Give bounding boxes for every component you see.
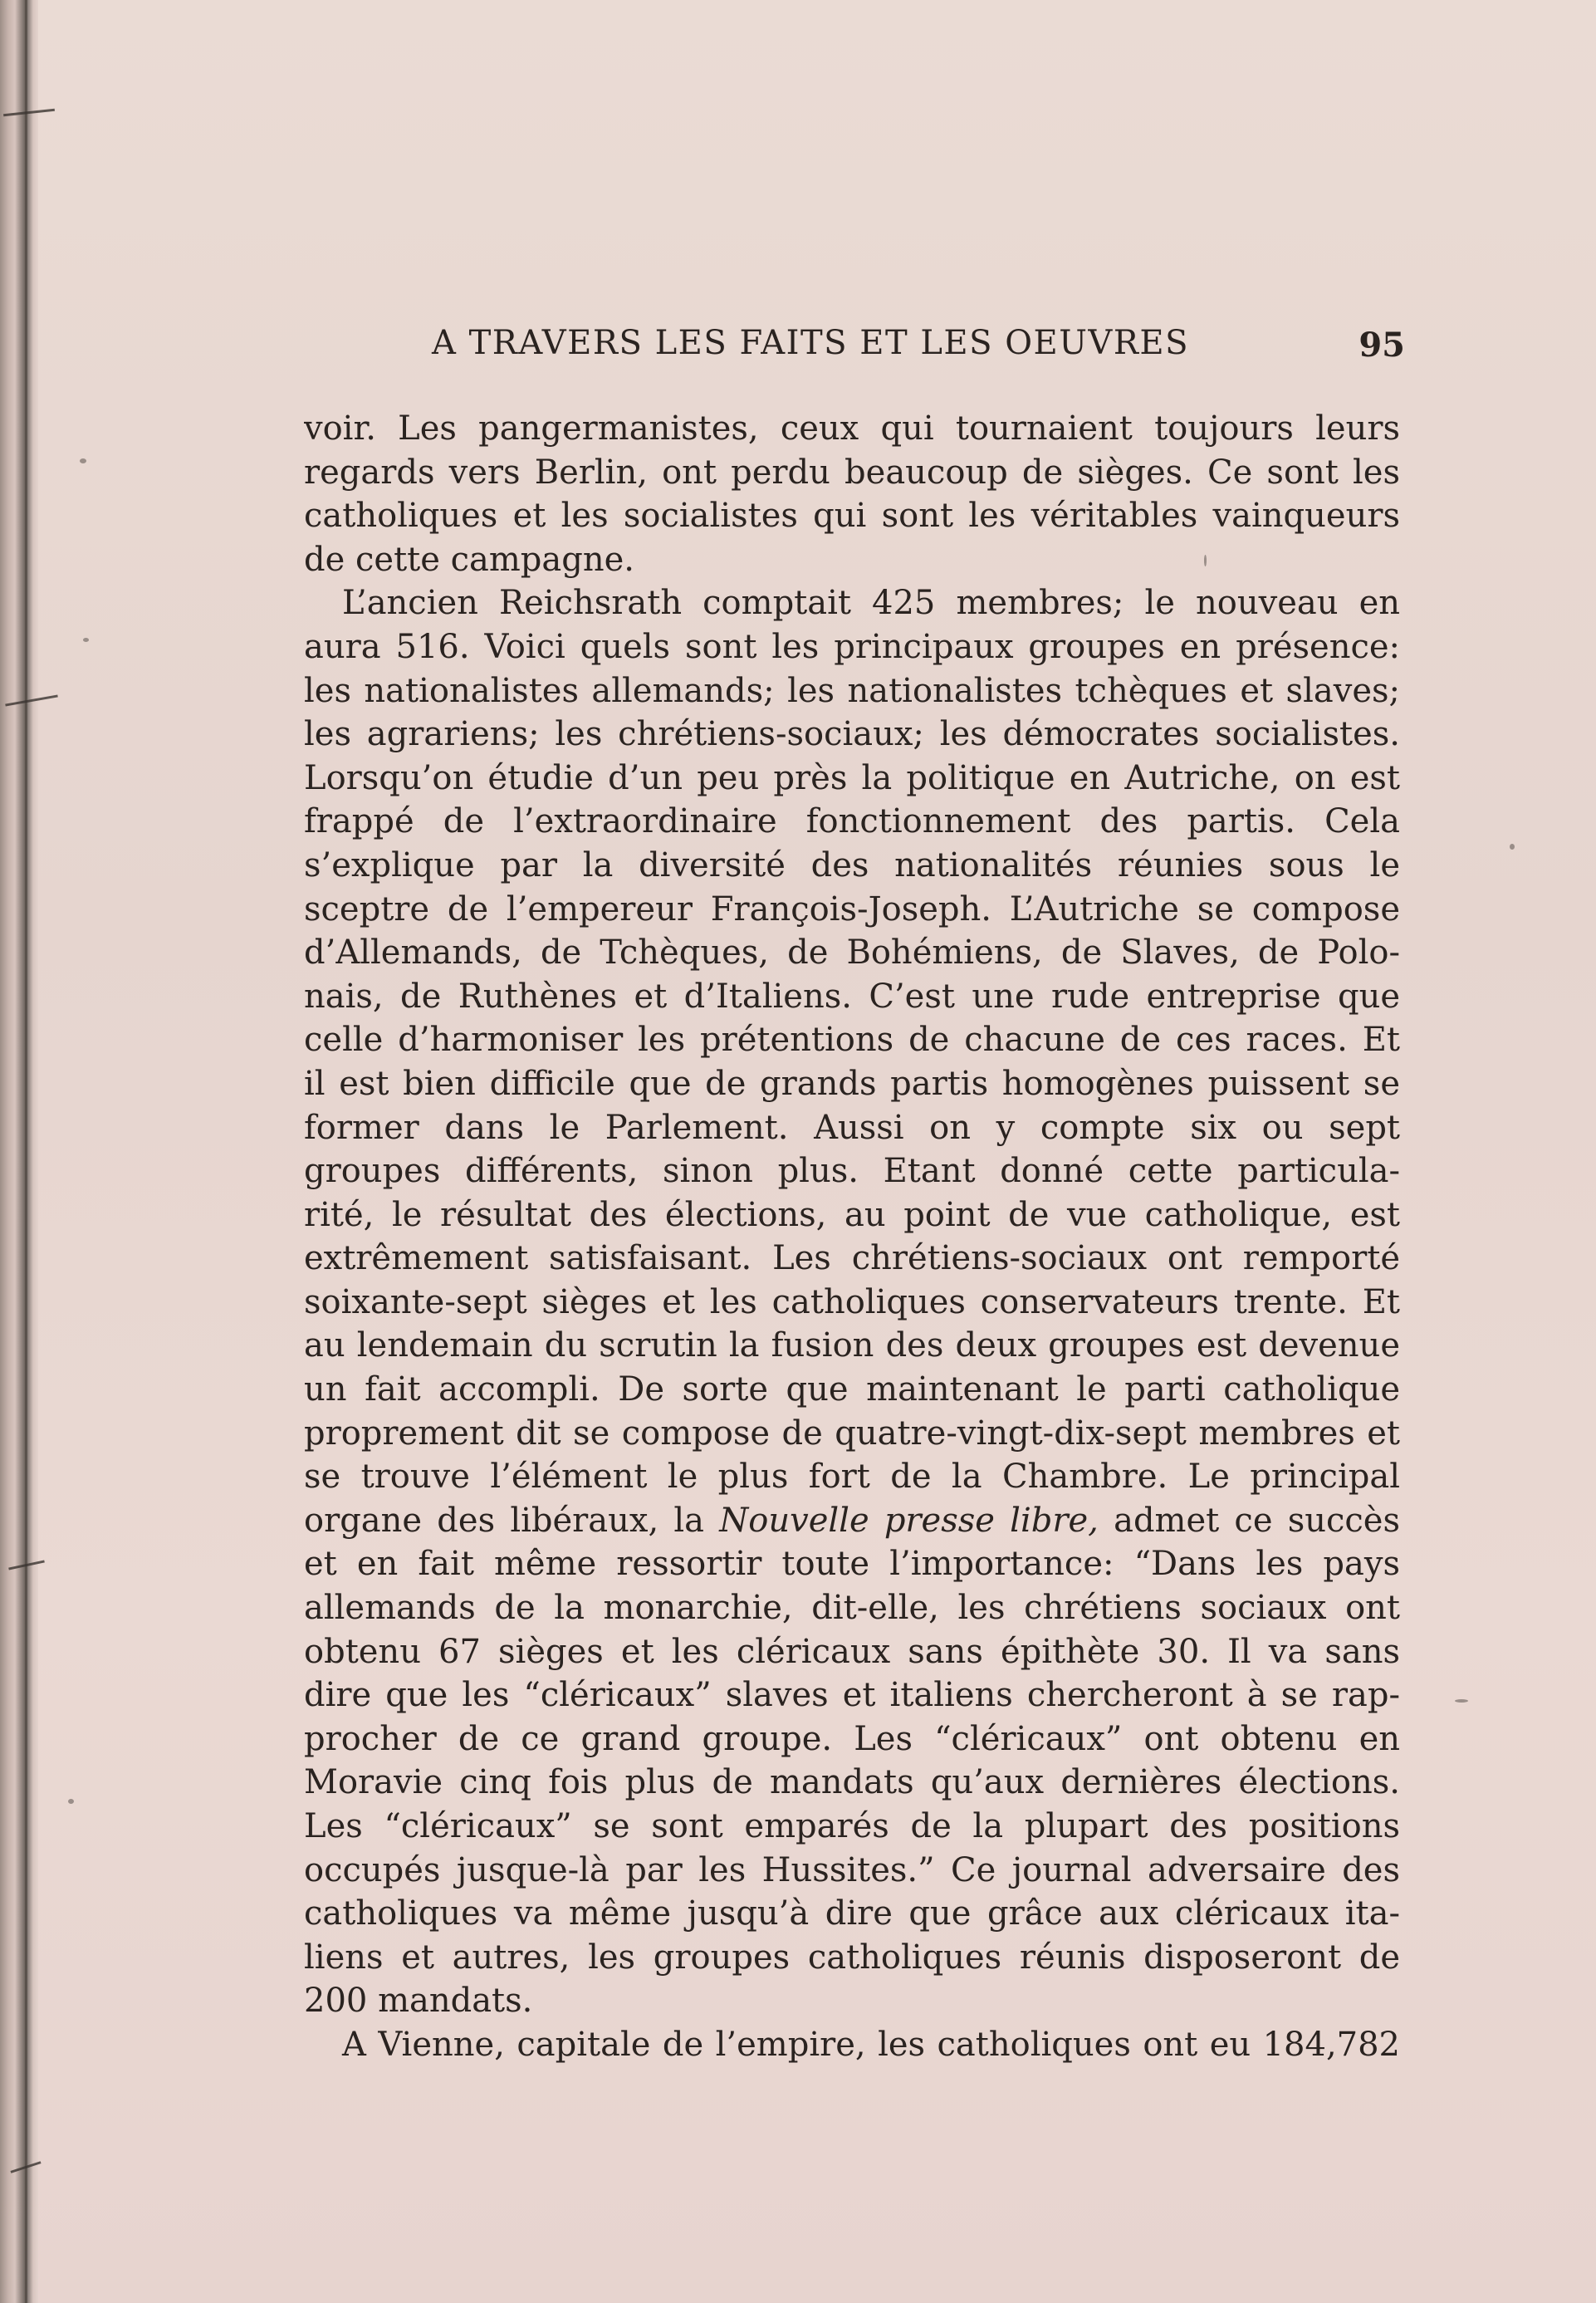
text-line: A Vienne, capitale de l’empire, les catholiques ont eu 184,782 [342,2025,1400,2064]
paper-speck [80,458,86,463]
text-line: s’explique par la diversité des nationalités réunies sous le [304,845,1400,884]
text-line: groupes différents, sinon plus. Etant donné cette particula- [304,1152,1400,1191]
text-line: de cette campagne. [304,540,634,579]
text-segment: admet ce succès [1114,1501,1400,1540]
text-line: obtenu 67 sièges et les cléricaux sans épithète 30. Il va sans [304,1632,1400,1671]
paper-speck [1455,1699,1468,1703]
text-line: aura 516. Voici quels sont les principaux groupes en présence: [304,627,1400,666]
page-binding-edge [0,0,38,2303]
text-line: soixante-sept sièges et les catholiques conservateurs trente. Et [304,1282,1400,1321]
text-line: se trouve l’élément le plus fort de la Chambre. Le principal [304,1458,1400,1497]
text-line: au lendemain du scrutin la fusion des deux groupes est devenue [304,1326,1400,1365]
running-head [307,324,1405,374]
text-line: Les “cléricaux” se sont emparés de la plupart des positions [304,1807,1400,1845]
page-number: 95 [1359,326,1405,365]
text-line: voir. Les pangermanistes, ceux qui tournaient toujours leurs [304,409,1400,448]
text-line: frappé de l’extraordinaire fonctionnement des partis. Cela [304,802,1400,841]
text-line: catholiques et les socialistes qui sont les véritables vainqueurs [304,497,1400,536]
paper-speck [68,1799,74,1804]
text-line: Lorsqu’on étudie d’un peu près la politique en Autriche, on est [304,758,1400,797]
text-line: celle d’harmoniser les prétentions de chacune de ces races. Et [304,1021,1400,1060]
text-segment: organe des libéraux, la [304,1501,705,1540]
text-line: extrêmement satisfaisant. Les chrétiens-sociaux ont remporté [304,1239,1400,1278]
paper-speck [83,638,89,642]
paper-speck [1510,844,1515,850]
text-line: dire que les “cléricaux” slaves et italiens chercheront à se rap- [304,1676,1400,1715]
spine-line [25,0,27,2303]
text-line: procher de ce grand groupe. Les “cléricaux” ont obtenu en [304,1719,1400,1758]
text-line: catholiques va même jusqu’à dire que grâce aux cléricaux ita- [304,1894,1400,1933]
text-line: proprement dit se compose de quatre-vingt-dix-sept membres et [304,1414,1400,1453]
newspaper-title: Nouvelle presse libre, [719,1501,1099,1540]
text-line: un fait accompli. De sorte que maintenant le parti catholique [304,1370,1400,1409]
text-line: regards vers Berlin, ont perdu beaucoup de sièges. Ce sont les [304,453,1400,492]
text-line: allemands de la monarchie, dit-elle, les chrétiens sociaux ont [304,1589,1400,1628]
text-line: les agrariens; les chrétiens-sociaux; les démocrates socialistes. [304,715,1400,754]
text-line: rité, le résultat des élections, au point de vue catholique, est [304,1195,1400,1234]
running-title: A TRAVERS LES FAITS ET LES OEUVRES [432,324,1190,362]
text-line: sceptre de l’empereur François-Joseph. L’Autriche se compose [304,889,1400,929]
text-line: Moravie cinq fois plus de mandats qu’aux dernières élections. [304,1763,1400,1802]
text-line: d’Allemands, de Tchèques, de Bohémiens, de Slaves, de Polo- [304,933,1400,973]
text-line: nais, de Ruthènes et d’Italiens. C’est une rude entreprise que [304,977,1400,1016]
text-line: former dans le Parlement. Aussi on y compte six ou sept [304,1108,1400,1147]
text-line: liens et autres, les groupes catholiques réunis disposeront de [304,1938,1400,1977]
text-line: L’ancien Reichsrath comptait 425 membres; le nouveau en [342,584,1400,623]
text-line: occupés jusque-là par les Hussites.” Ce journal adversaire des [304,1850,1400,1889]
text-line: et en fait même ressortir toute l’importance: “Dans les pays [304,1545,1400,1584]
text-line: les nationalistes allemands; les nationalistes tchèques et slaves; [304,671,1400,710]
text-line: il est bien difficile que de grands partis homogènes puissent se [304,1064,1400,1103]
text-line: 200 mandats. [304,1982,533,2021]
body-text [304,407,1400,2067]
text-line-with-italic [304,1499,1400,1543]
